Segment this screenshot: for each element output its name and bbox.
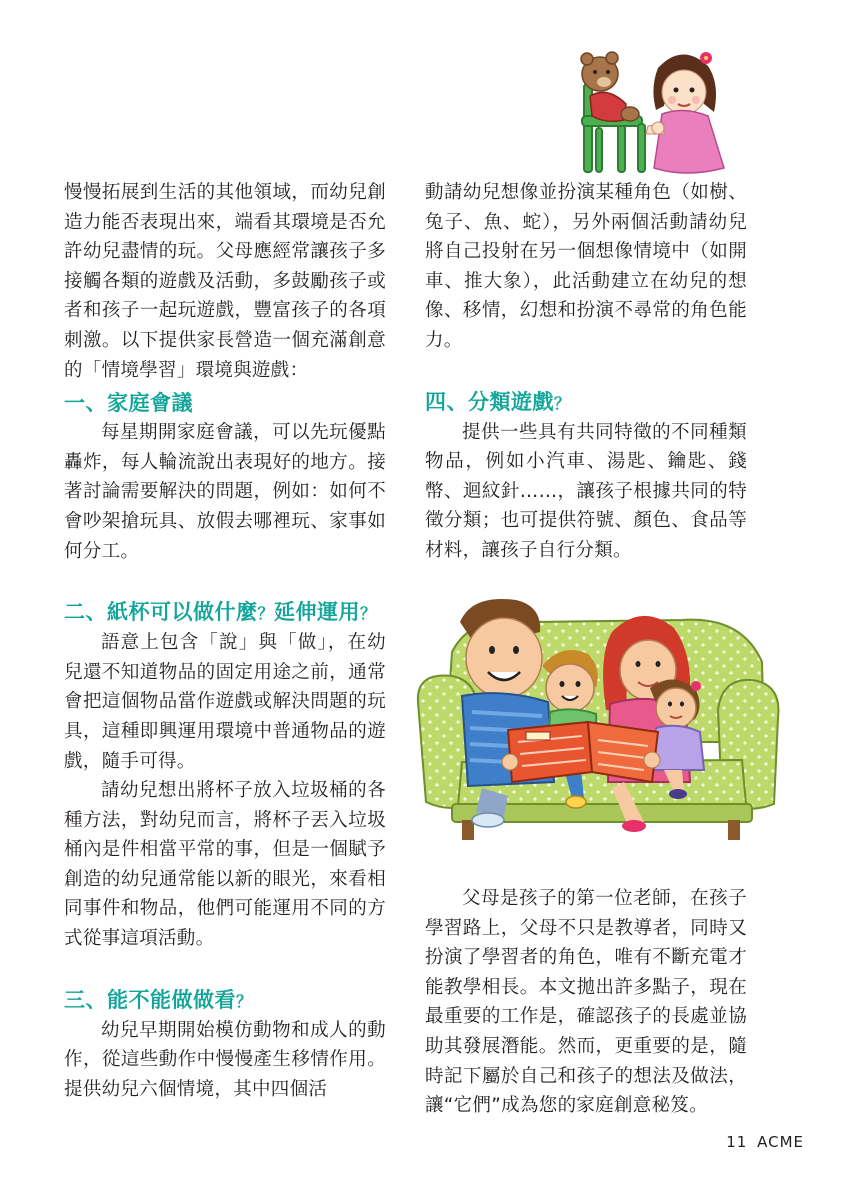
section1-body: 每星期開家庭會議，可以先玩優點轟炸，每人輪流說出表現好的地方。接著討論需要解決的問題，例如：如何不會吵架搶玩具、放假去哪裡玩、家事如何分工。 <box>64 422 386 562</box>
section3-heading: 三、能不能做做看？ <box>64 987 253 1012</box>
section3-body: 幼兒早期開始模仿動物和成人的動作，從這些動作中慢慢產生移情作用。提供幼兒六個情境，其中四個活 <box>64 1019 386 1100</box>
section2-heading: 二、紙杯可以做什麼？延伸運用？ <box>64 600 377 625</box>
page-number: 11 <box>726 1133 748 1151</box>
continued-paragraph: 動請幼兒想像並扮演某種角色（如樹、兔子、魚、蛇），另外兩個活動請幼兒將自己投射在另一個想像情境中（如開車、推大象），此活動建立在幼兒的想像、移情，幻想和扮演不尋常的角色能力。 <box>425 182 747 351</box>
conclusion-paragraph: 父母是孩子的第一位老師，在孩子學習路上，父母不只是教導者，同時又扮演了學習者的角色，唯有不斷充電才能教學相長。本文拋出許多點子，現在最重要的工作是，確認孩子的長處並協助其發展潛能。然而，更重要的是，隨時記下屬於自己和孩子的想法及做法，讓“它們”成為您的家庭創意秘笈。 <box>425 888 747 1117</box>
section2-body-2: 請幼兒想出將杯子放入垃圾桶的各種方法，對幼兒而言，將杯子丟入垃圾桶內是件相當平常的事，但是一個賦予創造的幼兒通常能以新的眼光，來看相同事件和物品，他們可能運用不同的方式從事這項活動。 <box>64 780 386 950</box>
section2-body-1: 語意上包含「說」與「做」，在幼兒還不知道物品的固定用途之前，通常會把這個物品當作遊戲或解決問題的玩具，這種即興運用環境中普通物品的遊戲，隨手可得。 <box>64 632 386 772</box>
left-column <box>64 178 386 1104</box>
brand-name: ACME <box>757 1133 804 1151</box>
section4-body: 提供一些具有共同特徵的不同種類物品，例如小汽車、湯匙、鑰匙、錢幣、迴紋針……，讓孩子根據共同的特徵分類；也可提供符號、顏色、食品等材料，讓孩子自行分類。 <box>425 421 747 561</box>
right-column <box>425 178 747 566</box>
family-reading-on-sofa-illustration <box>412 592 784 844</box>
section4-heading: 四、分類遊戲？ <box>425 389 571 414</box>
girl-with-teddy-bear-illustration <box>578 44 728 176</box>
page-footer <box>726 1133 804 1151</box>
intro-paragraph: 慢慢拓展到生活的其他領域，而幼兒創造力能否表現出來，端看其環境是否允許幼兒盡情的玩。父母應經常讓孩子多接觸各類的遊戲及活動，多鼓勵孩子或者和孩子一起玩遊戲，豐富孩子的各項刺激。以下提供家長營造一個充滿創意的「情境學習」環境與遊戲： <box>64 182 386 381</box>
section1-heading: 一、家庭會議 <box>64 391 193 416</box>
conclusion-block <box>425 884 747 1121</box>
